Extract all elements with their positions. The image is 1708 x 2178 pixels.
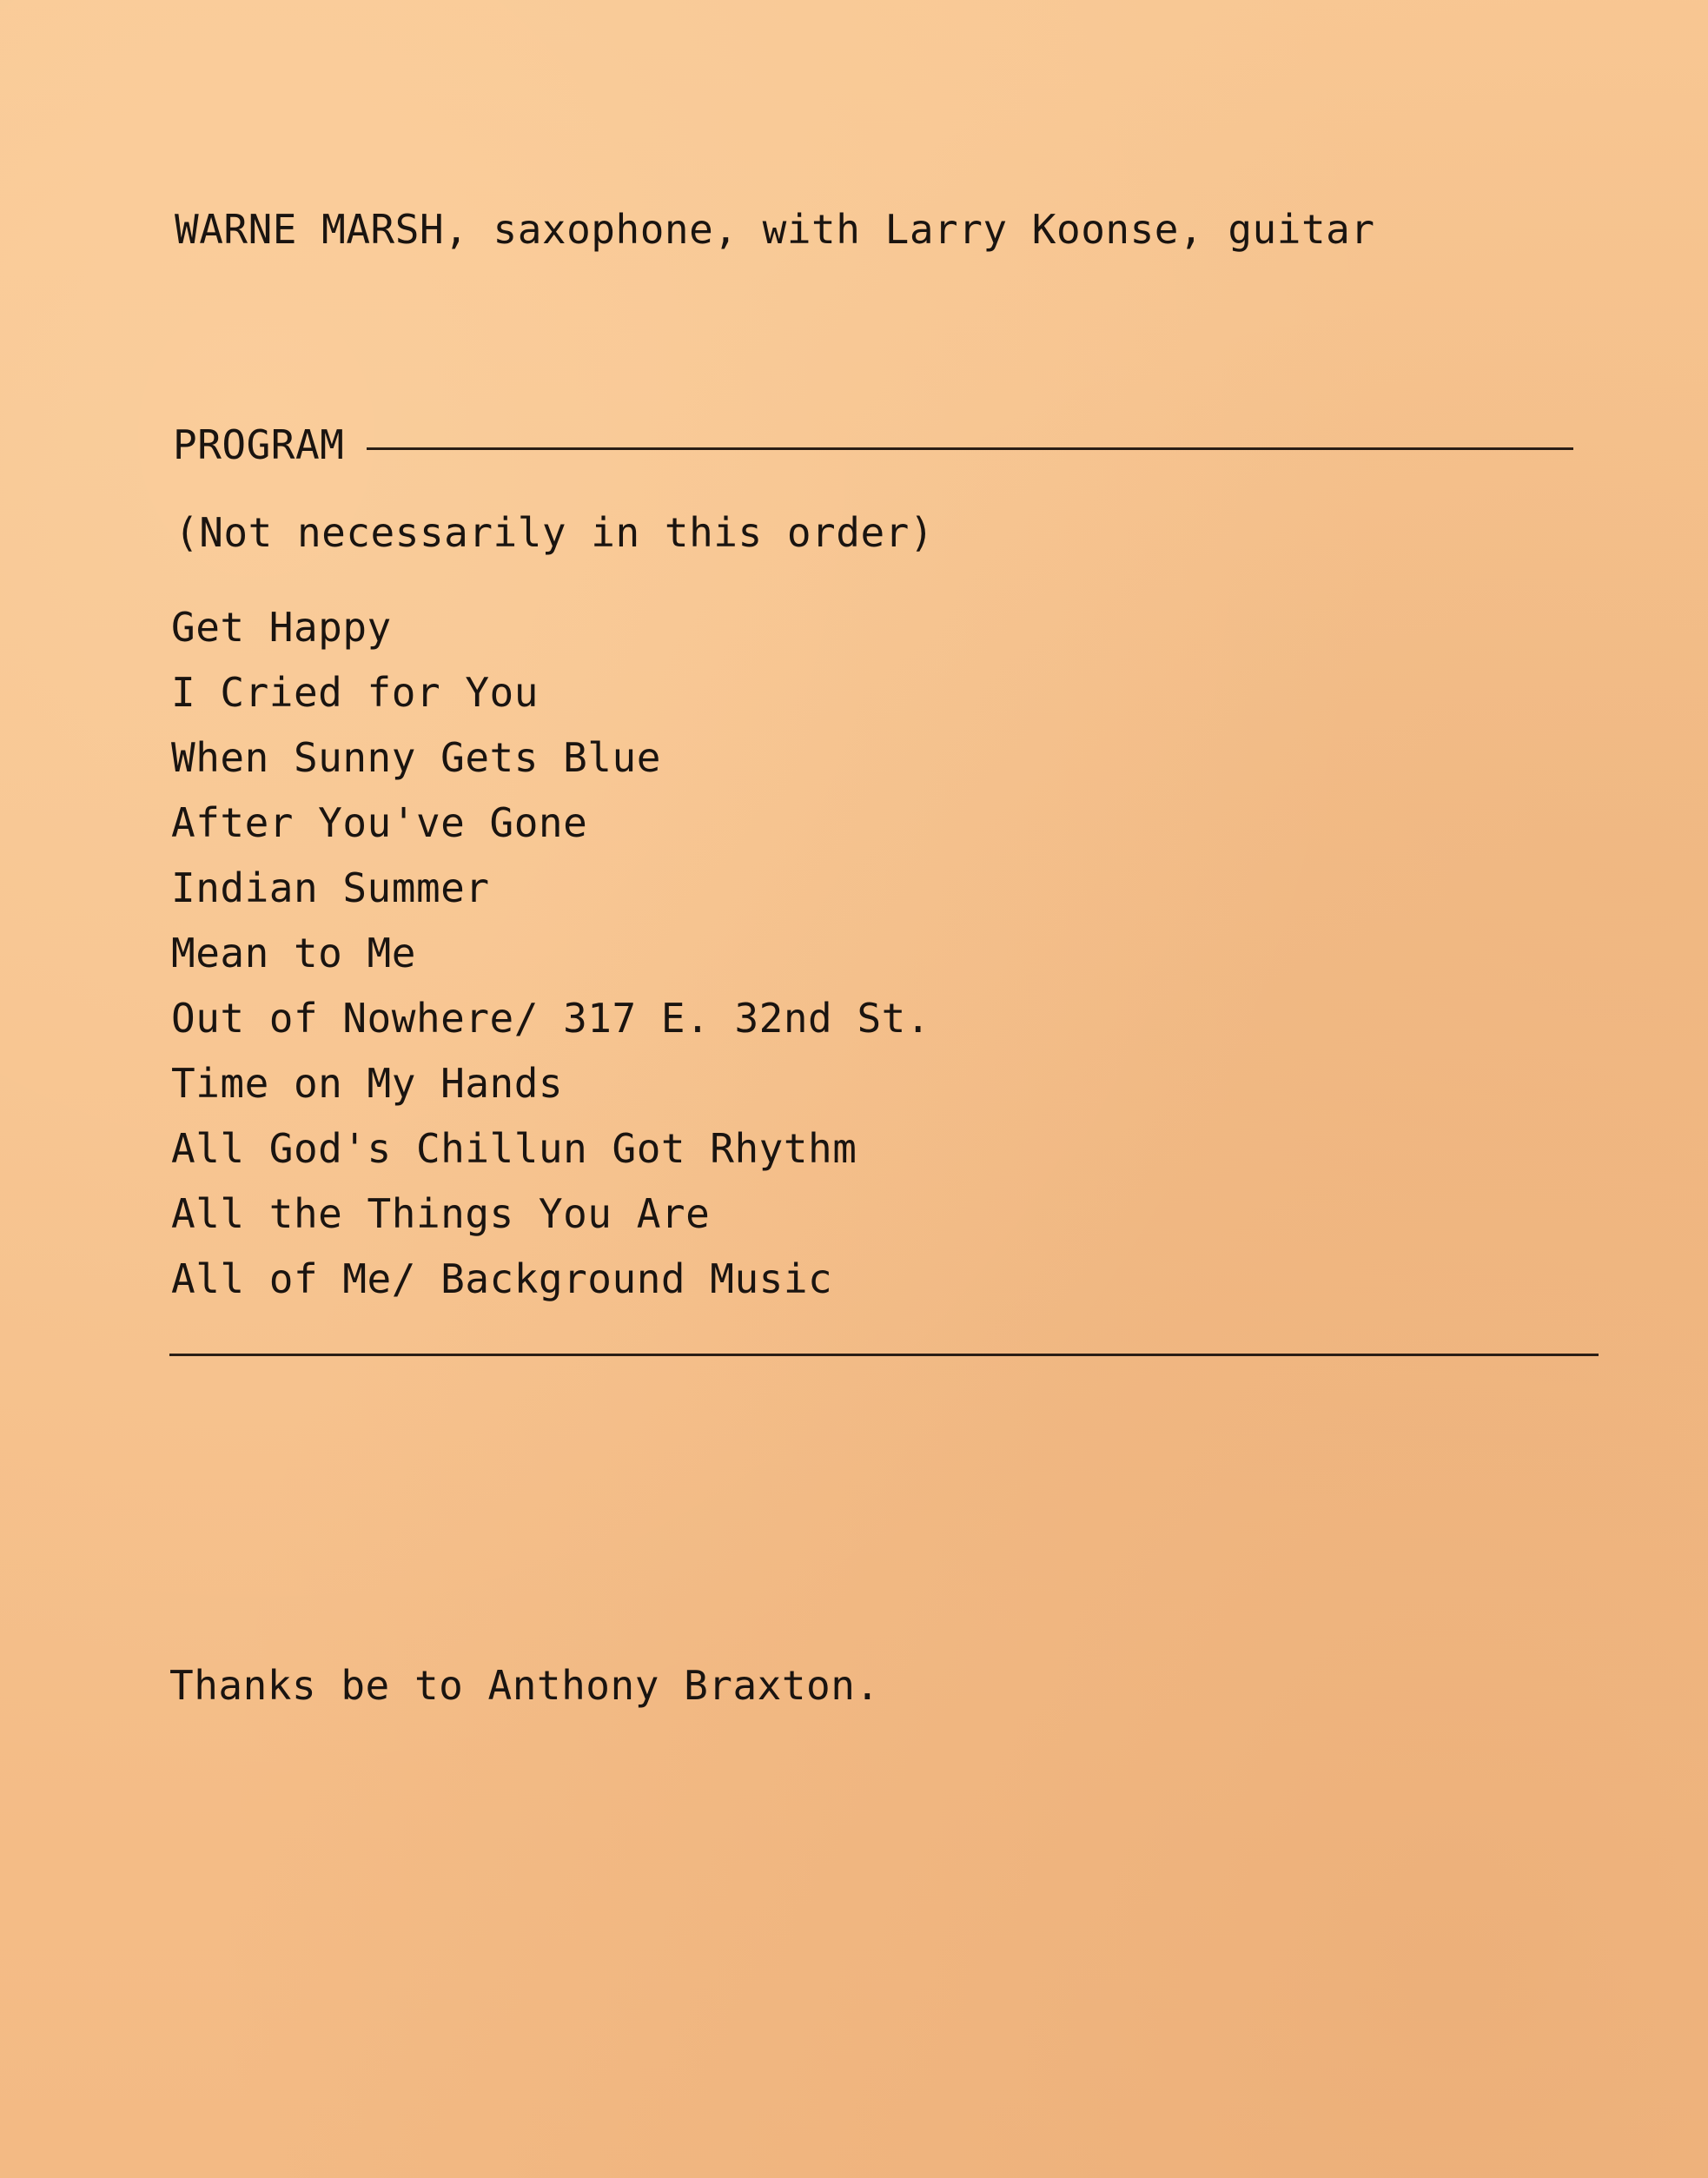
track-item: Time on My Hands	[171, 1060, 564, 1107]
thanks-line: Thanks be to Anthony Braxton.	[169, 1662, 880, 1709]
track-item: When Sunny Gets Blue	[171, 734, 661, 781]
performers-line: WARNE MARSH, saxophone, with Larry Koonse, guitar	[175, 206, 1375, 253]
track-item: After You've Gone	[171, 799, 588, 846]
track-item: Mean to Me	[171, 930, 416, 976]
track-item: All God's Chillun Got Rhythm	[171, 1125, 857, 1172]
track-item: I Cried for You	[171, 669, 539, 716]
order-note: (Not necessarily in this order)	[175, 509, 935, 556]
program-label: PROGRAM	[173, 421, 345, 468]
program-heading-rule	[367, 447, 1573, 450]
track-item: Get Happy	[171, 604, 392, 651]
track-item: Indian Summer	[171, 864, 490, 911]
track-item: Out of Nowhere/ 317 E. 32nd St.	[171, 995, 931, 1042]
track-item: All of Me/ Background Music	[171, 1255, 833, 1302]
track-list	[171, 595, 930, 1312]
track-item: All the Things You Are	[171, 1190, 711, 1237]
program-heading	[173, 420, 1573, 469]
bottom-rule	[169, 1354, 1599, 1356]
